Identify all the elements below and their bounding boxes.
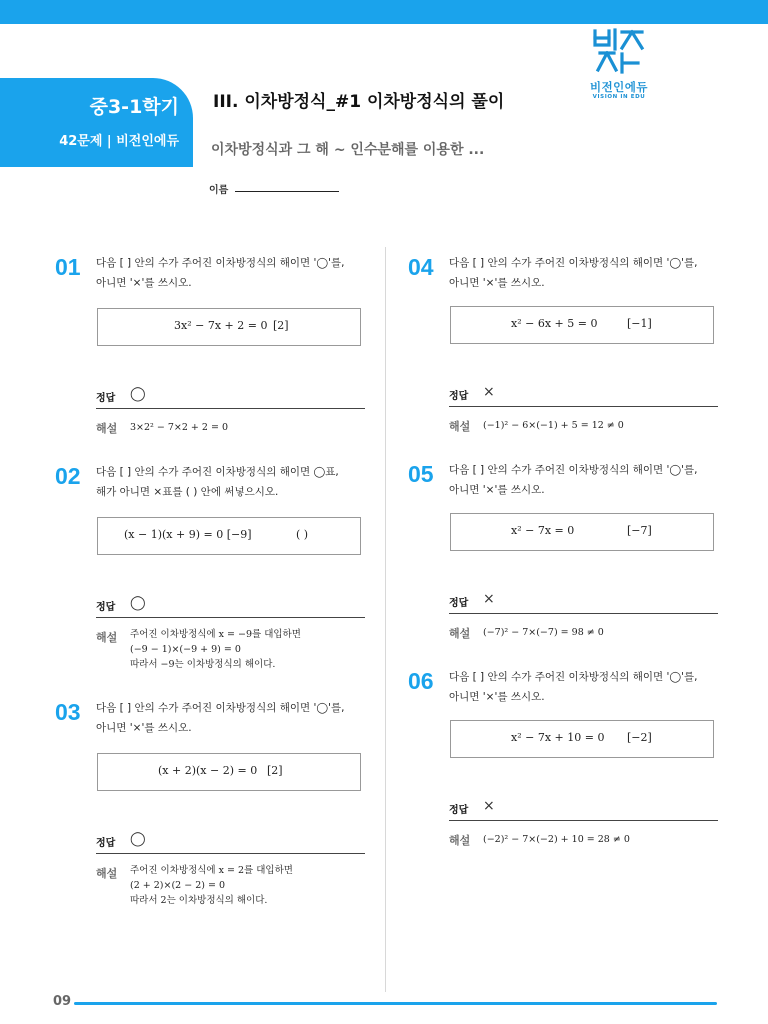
name-label: 이름	[209, 185, 229, 196]
brand-logo	[578, 28, 660, 102]
answer-mark: ◯	[130, 386, 146, 402]
equation-box	[97, 517, 361, 555]
page-number: 09	[53, 994, 72, 1009]
problem-text-line: 다음 [ ] 안의 수가 주어진 이차방정식의 해이면 ◯표,	[96, 466, 339, 478]
answer-mark: ◯	[130, 595, 146, 611]
problem-text	[96, 462, 356, 502]
candidate-value: [2]	[267, 764, 283, 777]
column-divider	[385, 247, 386, 992]
problem-text	[449, 667, 709, 707]
explanation-label: 해설	[96, 631, 118, 644]
candidate-value: [2]	[273, 319, 289, 332]
explanation-line: (−7)² − 7×(−7) = 98 ≠ 0	[483, 627, 604, 638]
grade-tab	[0, 78, 193, 167]
answer-row	[96, 597, 365, 618]
candidate-value: [−2]	[627, 731, 652, 744]
problem-text-line: 다음 [ ] 안의 수가 주어진 이차방정식의 해이면 '◯'를,	[449, 257, 698, 269]
explanation-line: 따라서 2는 이차방정식의 해이다.	[130, 895, 268, 906]
problem-text	[449, 460, 709, 500]
problem-06	[408, 666, 698, 866]
explanation-line: (2 + 2)×(2 − 2) = 0	[130, 880, 226, 891]
candidate-value: [−7]	[627, 524, 652, 537]
answer-label: 정답	[96, 838, 116, 849]
answer-label: 정답	[449, 805, 469, 816]
problem-text-line: 아니면 '×'를 쓰시오.	[96, 277, 192, 289]
explanation-label: 해설	[449, 627, 471, 640]
problem-text	[96, 253, 356, 293]
explanation-text	[483, 832, 723, 847]
grade-label: 중3-1학기	[89, 96, 179, 118]
equation: (x + 2)(x − 2) = 0	[158, 764, 258, 777]
problem-02	[55, 461, 345, 670]
equation: x² − 7x = 0	[511, 524, 575, 537]
explanation-text	[483, 418, 723, 433]
problem-03	[55, 697, 345, 906]
problem-number: 04	[408, 254, 434, 280]
explanation-line: (−1)² − 6×(−1) + 5 = 12 ≠ 0	[483, 420, 624, 431]
explanation-text	[130, 863, 370, 908]
problem-number: 03	[55, 699, 81, 725]
explanation-line: 주어진 이차방정식에 x = 2를 대입하면	[130, 865, 293, 876]
explanation-line: (−2)² − 7×(−2) + 10 = 28 ≠ 0	[483, 834, 630, 845]
answer-row	[449, 386, 718, 407]
candidate-value: [−1]	[627, 317, 652, 330]
equation-box	[450, 513, 714, 551]
explanation-label: 해설	[96, 867, 118, 880]
problem-number: 01	[55, 254, 81, 280]
problem-number: 05	[408, 461, 434, 487]
explanation-label: 해설	[449, 420, 471, 433]
answer-label: 정답	[96, 602, 116, 613]
explanation-line: (−9 − 1)×(−9 + 9) = 0	[130, 644, 241, 655]
explanation-text	[130, 627, 370, 672]
equation-box	[97, 308, 361, 346]
answer-row	[449, 593, 718, 614]
answer-label: 정답	[449, 391, 469, 402]
answer-row	[449, 800, 718, 821]
brand-name-english: VISION IN EDU	[592, 94, 646, 100]
problem-text-line: 다음 [ ] 안의 수가 주어진 이차방정식의 해이면 '◯'를,	[449, 464, 698, 476]
equation: x² − 6x + 5 = 0	[511, 317, 598, 330]
top-accent-bar	[0, 0, 768, 24]
answer-row	[96, 388, 365, 409]
footer-line	[74, 1002, 717, 1005]
explanation-label: 해설	[96, 422, 118, 435]
subtitle: 이차방정식과 그 해 ~ 인수분해를 이용한 ...	[211, 142, 485, 158]
answer-mark: ×	[483, 384, 495, 400]
explanation-text	[130, 420, 370, 435]
explanation-line: 주어진 이차방정식에 x = −9를 대입하면	[130, 629, 301, 640]
problem-text	[96, 698, 356, 738]
equation: x² − 7x + 10 = 0	[511, 731, 605, 744]
problem-number: 02	[55, 463, 81, 489]
problem-text-line: 아니면 '×'를 쓰시오.	[449, 691, 545, 703]
problem-text-line: 다음 [ ] 안의 수가 주어진 이차방정식의 해이면 '◯'를,	[449, 671, 698, 683]
name-line	[235, 191, 339, 192]
problem-text-line: 다음 [ ] 안의 수가 주어진 이차방정식의 해이면 '◯'를,	[96, 702, 345, 714]
answer-blank: ( )	[296, 528, 309, 541]
equation: 3x² − 7x + 2 = 0	[174, 319, 268, 332]
problem-text-line: 아니면 '×'를 쓰시오.	[96, 722, 192, 734]
brand-name: 비전인에듀	[589, 80, 649, 94]
problem-text-line: 아니면 '×'를 쓰시오.	[449, 484, 545, 496]
explanation-line: 따라서 −9는 이차방정식의 해이다.	[130, 659, 276, 670]
problem-text-line: 아니면 '×'를 쓰시오.	[449, 277, 545, 289]
equation-box	[450, 306, 714, 344]
explanation-text	[483, 625, 723, 640]
answer-mark: ×	[483, 798, 495, 814]
problem-05	[408, 459, 698, 659]
explanation-label: 해설	[449, 834, 471, 847]
section-title: III. 이차방정식_#1 이차방정식의 풀이	[213, 92, 505, 112]
answer-label: 정답	[96, 393, 116, 404]
problem-04	[408, 252, 698, 452]
problem-text-line: 해가 아니면 ×표를 ( ) 안에 써넣으시오.	[96, 486, 279, 498]
problem-text	[449, 253, 709, 293]
answer-mark: ◯	[130, 831, 146, 847]
equation: (x − 1)(x + 9) = 0 [−9]	[124, 528, 252, 541]
equation-box	[450, 720, 714, 758]
problem-01	[55, 252, 345, 452]
answer-row	[96, 833, 365, 854]
answer-label: 정답	[449, 598, 469, 609]
grade-sub-label: 42문제 | 비전인에듀	[59, 134, 179, 149]
equation-box	[97, 753, 361, 791]
explanation-line: 3×2² − 7×2 + 2 = 0	[130, 422, 228, 433]
problem-text-line: 다음 [ ] 안의 수가 주어진 이차방정식의 해이면 '◯'를,	[96, 257, 345, 269]
problem-number: 06	[408, 668, 434, 694]
brand-logo-icon	[592, 28, 646, 74]
answer-mark: ×	[483, 591, 495, 607]
